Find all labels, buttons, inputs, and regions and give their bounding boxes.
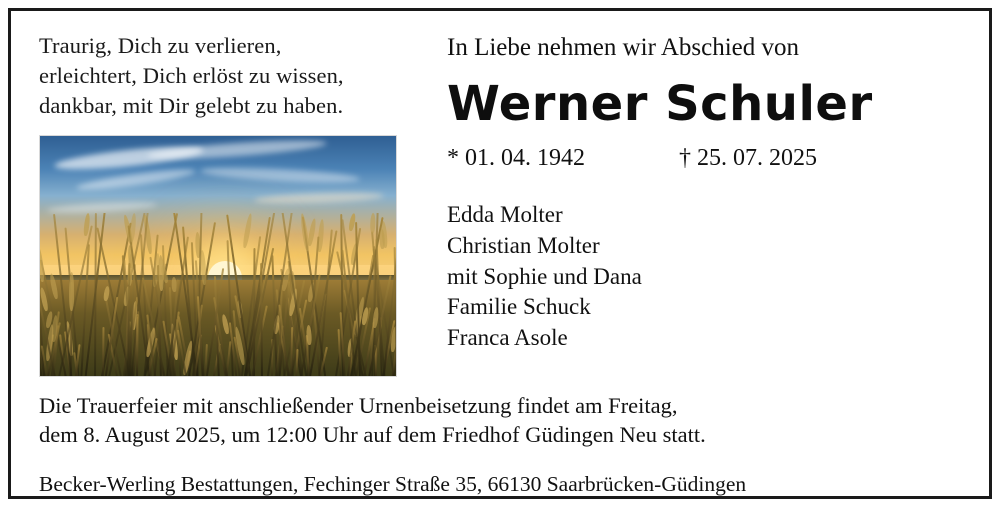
funeral-home-info: Becker-Werling Bestattungen, Fechinger Straße 35, 66130 Saarbrücken-Güdingen: [39, 471, 747, 496]
list-item: Familie Schuck: [447, 294, 591, 320]
obituary-frame: [8, 8, 992, 499]
sunset-meadow-photo: [39, 135, 397, 377]
verse-line: dankbar, mit Dir gelebt zu haben.: [39, 92, 344, 118]
farewell-lead-text: In Liebe nehmen wir Abschied von: [447, 34, 799, 61]
list-item: Edda Molter: [447, 202, 563, 228]
life-dates: [447, 145, 961, 172]
list-item: Christian Molter: [447, 232, 600, 258]
ceremony-line: Die Trauerfeier mit anschließender Urnenbeisetzung findet am Freitag,: [39, 392, 678, 418]
ceremony-line: dem 8. August 2025, um 12:00 Uhr auf dem Friedhof Güdingen Neu statt.: [39, 422, 706, 448]
notice-bottom-section: [39, 391, 961, 519]
notice-upper-section: [39, 31, 961, 377]
list-item: Franca Asole: [447, 324, 568, 350]
verse-line: Traurig, Dich zu verlieren,: [39, 33, 282, 58]
mourners-list: [447, 200, 961, 353]
list-item: mit Sophie und Dana: [447, 263, 642, 289]
verse-line: erleichtert, Dich erlöst zu wissen,: [39, 62, 344, 88]
ceremony-details: [39, 391, 961, 450]
birth-date: * 01. 04. 1942: [447, 145, 585, 172]
notice-left-column: [39, 31, 439, 377]
notice-right-column: [439, 31, 961, 353]
death-date: † 25. 07. 2025: [679, 145, 817, 172]
deceased-name: Werner Schuler: [447, 76, 873, 132]
memorial-verse: [39, 31, 421, 121]
grass-silhouette: [40, 213, 396, 376]
